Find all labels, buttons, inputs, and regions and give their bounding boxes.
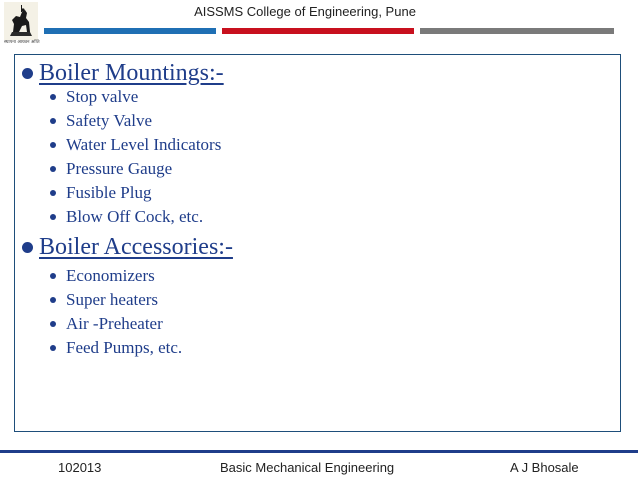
bullet-icon [50,118,56,124]
list-item-label: Super heaters [66,290,159,309]
list-item [50,133,221,157]
header-bar-red [222,28,414,34]
section-heading-boiler-mountings [22,60,224,87]
list-item [50,336,182,360]
boiler-mountings-list [50,85,221,229]
list-item [50,109,221,133]
bullet-icon [50,273,56,279]
section-heading-boiler-accessories [22,234,233,261]
list-item [50,312,182,336]
list-item [50,157,221,181]
list-item [50,288,182,312]
header-bar-gray [420,28,614,34]
footer-course-name: Basic Mechanical Engineering [220,460,395,475]
logo-caption: स्थापना आयवन अप्ति [4,40,40,45]
header-bar-blue [44,28,216,34]
bullet-icon [50,297,56,303]
bullet-icon [50,166,56,172]
footer-divider [0,450,638,453]
bullet-icon [50,94,56,100]
bullet-icon [50,345,56,351]
list-item-label: Economizers [66,266,155,285]
bullet-icon [50,142,56,148]
boiler-accessories-list [50,264,182,360]
list-item-label: Safety Valve [66,111,153,130]
bullet-icon [22,242,33,253]
list-item [50,205,221,229]
footer-slide-code: 102013 [58,460,102,475]
horse-statue-logo-icon [4,2,38,40]
section-heading-text: Boiler Accessories:- [39,234,233,260]
list-item-label: Fusible Plug [66,183,152,202]
bullet-icon [50,321,56,327]
list-item-label: Air -Preheater [66,314,163,333]
bullet-icon [50,214,56,220]
section-heading-text: Boiler Mountings:- [39,60,224,86]
bullet-icon [50,190,56,196]
list-item-label: Stop valve [66,87,139,106]
list-item-label: Pressure Gauge [66,159,173,178]
list-item [50,264,182,288]
list-item [50,181,221,205]
list-item [50,85,221,109]
college-title: AISSMS College of Engineering, Pune [194,4,416,19]
footer-author: A J Bhosale [510,460,579,475]
list-item-label: Water Level Indicators [66,135,222,154]
list-item-label: Feed Pumps, etc. [66,338,183,357]
list-item-label: Blow Off Cock, etc. [66,207,204,226]
college-logo [4,2,38,48]
bullet-icon [22,68,33,79]
